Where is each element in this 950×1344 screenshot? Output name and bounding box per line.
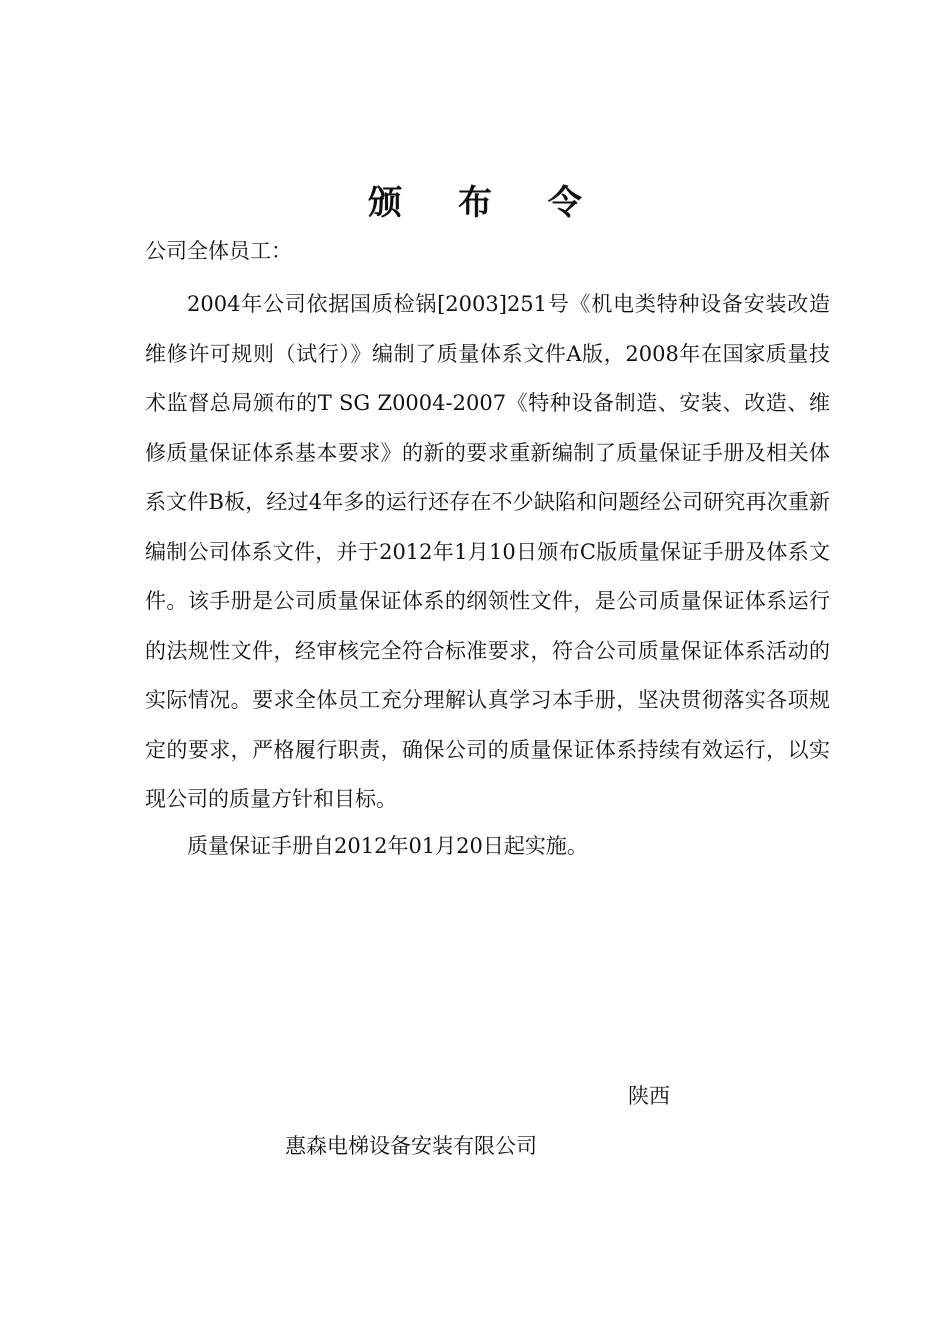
document-title: 颁 布 令 xyxy=(368,183,604,223)
effective-date-line: 质量保证手册自2012年01月20日起实施。 xyxy=(187,834,588,858)
salutation: 公司全体员工： xyxy=(145,239,292,263)
body-paragraph: 2004年公司依据国质检锅[2003]251号《机电类特种设备安装改造维修许可规则（试行）》编制了质量体系文件A版，2008年在国家质量技术监督总局颁布的T SG Z0004-2007《特种设备制造、安装、改造、维修质量保证体系基本要求》的新的要求重新编制了质量保证手册及相关体系文件B板，经过4年多的运行还存在不少缺陷和问题经公司研究再次重新编制公司体系文件，并于2012年1月10日颁布C版质量保证手册及体系文件。该手册是公司质量保证体系的纲领性文件，是公司质量保证体系运行的法规性文件，经审核完全符合标准要求，符合公司质量保证体系活动的实际情况。要求全体员工充分理解认真学习本手册，坚决贯彻落实各项规定的要求，严格履行职责，确保公司的质量保证体系持续有效运行，以实现公司的质量方针和目标。 xyxy=(145,292,830,811)
signature-company: 惠森电梯设备安装有限公司 xyxy=(285,1134,537,1158)
signature-region: 陕西 xyxy=(628,1084,670,1108)
